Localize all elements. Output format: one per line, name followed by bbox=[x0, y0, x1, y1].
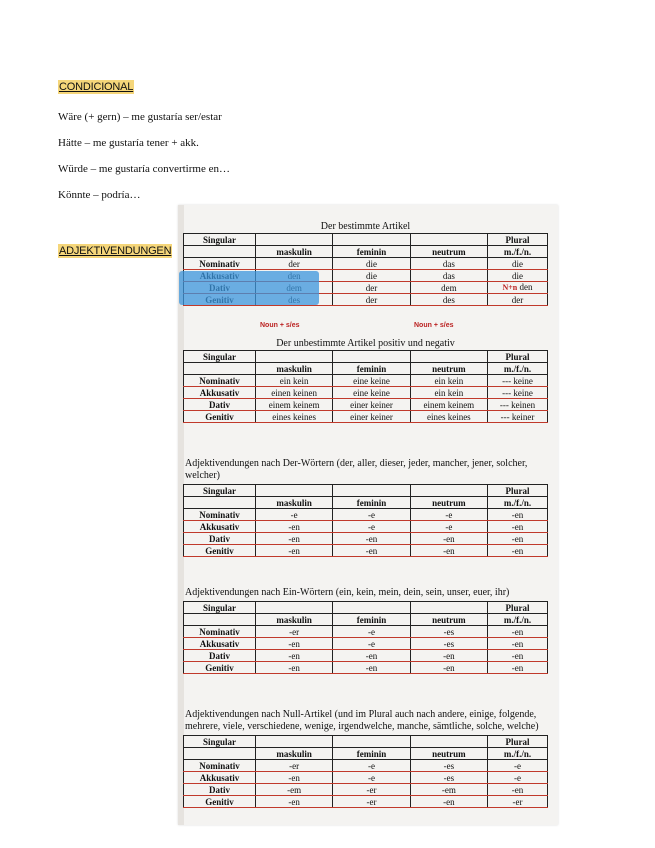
condicional-line: Würde – me gustaría convertirme en… bbox=[58, 163, 230, 175]
condicional-line: Könnte – podría… bbox=[58, 189, 141, 201]
row-label: Dativ bbox=[184, 784, 256, 796]
table-cell: -en bbox=[488, 509, 548, 521]
table-cell: -en bbox=[488, 662, 548, 674]
cell-value: den bbox=[519, 282, 533, 292]
table-cell: -en bbox=[488, 521, 548, 533]
condicional-line: Wäre (+ gern) – me gustaría ser/estar bbox=[58, 111, 222, 123]
col-mfn: m./f./n. bbox=[488, 246, 548, 258]
table-cell: eines keines bbox=[256, 411, 333, 423]
plural-header: Plural bbox=[488, 736, 548, 748]
table-cell: eines keines bbox=[410, 411, 487, 423]
singular-header: Singular bbox=[184, 602, 256, 614]
row-label: Akkusativ bbox=[184, 521, 256, 533]
table-cell: --- keiner bbox=[488, 411, 548, 423]
table-cell: --- keinen bbox=[488, 399, 548, 411]
handout-photo bbox=[178, 205, 558, 825]
col-feminin: feminin bbox=[333, 363, 410, 375]
table-cell: -e bbox=[333, 760, 410, 772]
table-cell: -en bbox=[256, 650, 333, 662]
table-cell: -en bbox=[410, 533, 487, 545]
table-cell: -e bbox=[333, 509, 410, 521]
col-feminin: feminin bbox=[333, 246, 410, 258]
table-cell: einen keinen bbox=[256, 387, 333, 399]
singular-header: Singular bbox=[184, 234, 256, 246]
table-cell: -en bbox=[256, 638, 333, 650]
table-unbestimmter-artikel bbox=[183, 338, 548, 423]
table-title: Der unbestimmte Artikel positiv und negativ bbox=[276, 338, 455, 349]
table-der-woertern bbox=[183, 458, 548, 557]
table-cell: einer keiner bbox=[333, 399, 410, 411]
row-label: Nominativ bbox=[184, 509, 256, 521]
adjektivendungen-heading: ADJEKTIVENDUNGEN bbox=[59, 245, 172, 257]
table-cell: -en bbox=[256, 533, 333, 545]
col-neutrum: neutrum bbox=[410, 614, 487, 626]
blue-highlighter-mark bbox=[179, 271, 319, 305]
table-cell: -es bbox=[410, 638, 487, 650]
table-cell: -en bbox=[333, 662, 410, 674]
row-label: Dativ bbox=[184, 650, 256, 662]
table-cell: -en bbox=[256, 796, 333, 808]
table-cell: ein kein bbox=[256, 375, 333, 387]
row-label: Genitiv bbox=[184, 545, 256, 557]
table-cell: -es bbox=[410, 760, 487, 772]
plural-header: Plural bbox=[488, 485, 548, 497]
table-cell: -er bbox=[488, 796, 548, 808]
table-cell: -e bbox=[333, 638, 410, 650]
col-mfn: m./f./n. bbox=[488, 614, 548, 626]
row-label: Nominativ bbox=[184, 258, 256, 270]
plural-header: Plural bbox=[488, 234, 548, 246]
table-title: Der bestimmte Artikel bbox=[320, 221, 411, 232]
row-label: Akkusativ bbox=[184, 638, 256, 650]
table-cell: das bbox=[410, 258, 487, 270]
table-null-artikel bbox=[183, 709, 548, 808]
table-title: Adjektivendungen nach Null-Artikel (und im Plural auch nach andere, einige, folgende, mehrere, viele, verschiedene, wenige, irgendwelche, manche, sämtliche, solche, welche) bbox=[185, 709, 539, 732]
table-cell: eine keine bbox=[333, 375, 410, 387]
grammar-table bbox=[183, 484, 548, 557]
table-cell: der bbox=[488, 294, 548, 306]
table-cell: -e bbox=[256, 509, 333, 521]
singular-header: Singular bbox=[184, 485, 256, 497]
col-feminin: feminin bbox=[333, 614, 410, 626]
table-cell: -en bbox=[333, 650, 410, 662]
table-cell: die bbox=[488, 258, 548, 270]
col-neutrum: neutrum bbox=[410, 497, 487, 509]
row-label: Akkusativ bbox=[184, 772, 256, 784]
table-cell: der bbox=[333, 282, 410, 294]
table-cell: -e bbox=[333, 626, 410, 638]
table-cell: -er bbox=[256, 760, 333, 772]
table-cell: -en bbox=[488, 650, 548, 662]
table-cell: des bbox=[410, 294, 487, 306]
table-cell: -en bbox=[488, 533, 548, 545]
table-cell: einer keiner bbox=[333, 411, 410, 423]
plural-header: Plural bbox=[488, 602, 548, 614]
row-label: Dativ bbox=[184, 533, 256, 545]
table-title: Adjektivendungen nach Der-Wörtern (der, aller, dieser, jeder, mancher, jener, solcher, welcher) bbox=[185, 458, 528, 481]
col-neutrum: neutrum bbox=[410, 363, 487, 375]
table-cell: -em bbox=[410, 784, 487, 796]
table-cell: --- keine bbox=[488, 375, 548, 387]
table-cell: -es bbox=[410, 626, 487, 638]
col-maskulin: maskulin bbox=[256, 497, 333, 509]
table-cell: ein kein bbox=[410, 375, 487, 387]
col-neutrum: neutrum bbox=[410, 748, 487, 760]
grammar-table bbox=[183, 735, 548, 808]
table-cell: -en bbox=[333, 533, 410, 545]
col-mfn: m./f./n. bbox=[488, 363, 548, 375]
row-label: Genitiv bbox=[184, 796, 256, 808]
table-cell: -e bbox=[410, 509, 487, 521]
row-label: Genitiv bbox=[184, 662, 256, 674]
table-cell: ein kein bbox=[410, 387, 487, 399]
table-cell bbox=[488, 282, 548, 294]
table-cell: einem keinem bbox=[256, 399, 333, 411]
row-label: Dativ bbox=[184, 399, 256, 411]
table-cell: dem bbox=[410, 282, 487, 294]
table-cell: -en bbox=[488, 784, 548, 796]
col-maskulin: maskulin bbox=[256, 748, 333, 760]
table-cell: einem keinem bbox=[410, 399, 487, 411]
row-label: Akkusativ bbox=[184, 387, 256, 399]
table-title: Adjektivendungen nach Ein-Wörtern (ein, kein, mein, dein, sein, unser, euer, ihr) bbox=[185, 587, 510, 598]
table-cell: -er bbox=[333, 784, 410, 796]
grammar-table bbox=[183, 350, 548, 423]
table-cell: der bbox=[256, 258, 333, 270]
table-cell: -en bbox=[488, 545, 548, 557]
table-cell: -er bbox=[333, 796, 410, 808]
table-cell: -en bbox=[256, 662, 333, 674]
col-mfn: m./f./n. bbox=[488, 497, 548, 509]
row-label: Genitiv bbox=[184, 411, 256, 423]
singular-header: Singular bbox=[184, 736, 256, 748]
table-cell: -en bbox=[256, 772, 333, 784]
table-cell: -en bbox=[410, 796, 487, 808]
col-feminin: feminin bbox=[333, 748, 410, 760]
table-cell: -es bbox=[410, 772, 487, 784]
table-cell: der bbox=[333, 294, 410, 306]
dativ-plural-note: N+n bbox=[502, 283, 518, 292]
condicional-line: Hätte – me gustaría tener + akk. bbox=[58, 137, 199, 149]
table-cell: -em bbox=[256, 784, 333, 796]
handwritten-note: Noun + s/es bbox=[260, 322, 300, 329]
col-maskulin: maskulin bbox=[256, 246, 333, 258]
table-cell: die bbox=[333, 270, 410, 282]
table-cell: -en bbox=[488, 638, 548, 650]
table-cell: -e bbox=[488, 760, 548, 772]
col-maskulin: maskulin bbox=[256, 363, 333, 375]
row-label: Nominativ bbox=[184, 375, 256, 387]
grammar-table bbox=[183, 601, 548, 674]
table-cell: -e bbox=[410, 521, 487, 533]
table-cell: -e bbox=[488, 772, 548, 784]
table-cell: die bbox=[333, 258, 410, 270]
table-cell: die bbox=[488, 270, 548, 282]
table-cell: das bbox=[410, 270, 487, 282]
row-label: Nominativ bbox=[184, 626, 256, 638]
col-feminin: feminin bbox=[333, 497, 410, 509]
condicional-heading: CONDICIONAL bbox=[59, 81, 134, 93]
table-cell: -en bbox=[256, 545, 333, 557]
table-ein-woertern bbox=[183, 587, 548, 674]
table-cell: -en bbox=[410, 650, 487, 662]
table-cell: eine keine bbox=[333, 387, 410, 399]
col-mfn: m./f./n. bbox=[488, 748, 548, 760]
table-cell: -en bbox=[488, 626, 548, 638]
table-cell: --- keine bbox=[488, 387, 548, 399]
table-cell: -er bbox=[256, 626, 333, 638]
col-maskulin: maskulin bbox=[256, 614, 333, 626]
col-neutrum: neutrum bbox=[410, 246, 487, 258]
row-label: Nominativ bbox=[184, 760, 256, 772]
handwritten-note: Noun + s/es bbox=[414, 322, 454, 329]
table-cell: -en bbox=[333, 545, 410, 557]
plural-header: Plural bbox=[488, 351, 548, 363]
table-cell: -en bbox=[410, 545, 487, 557]
table-cell: -en bbox=[256, 521, 333, 533]
table-cell: -e bbox=[333, 521, 410, 533]
singular-header: Singular bbox=[184, 351, 256, 363]
table-cell: -en bbox=[410, 662, 487, 674]
table-cell: -e bbox=[333, 772, 410, 784]
